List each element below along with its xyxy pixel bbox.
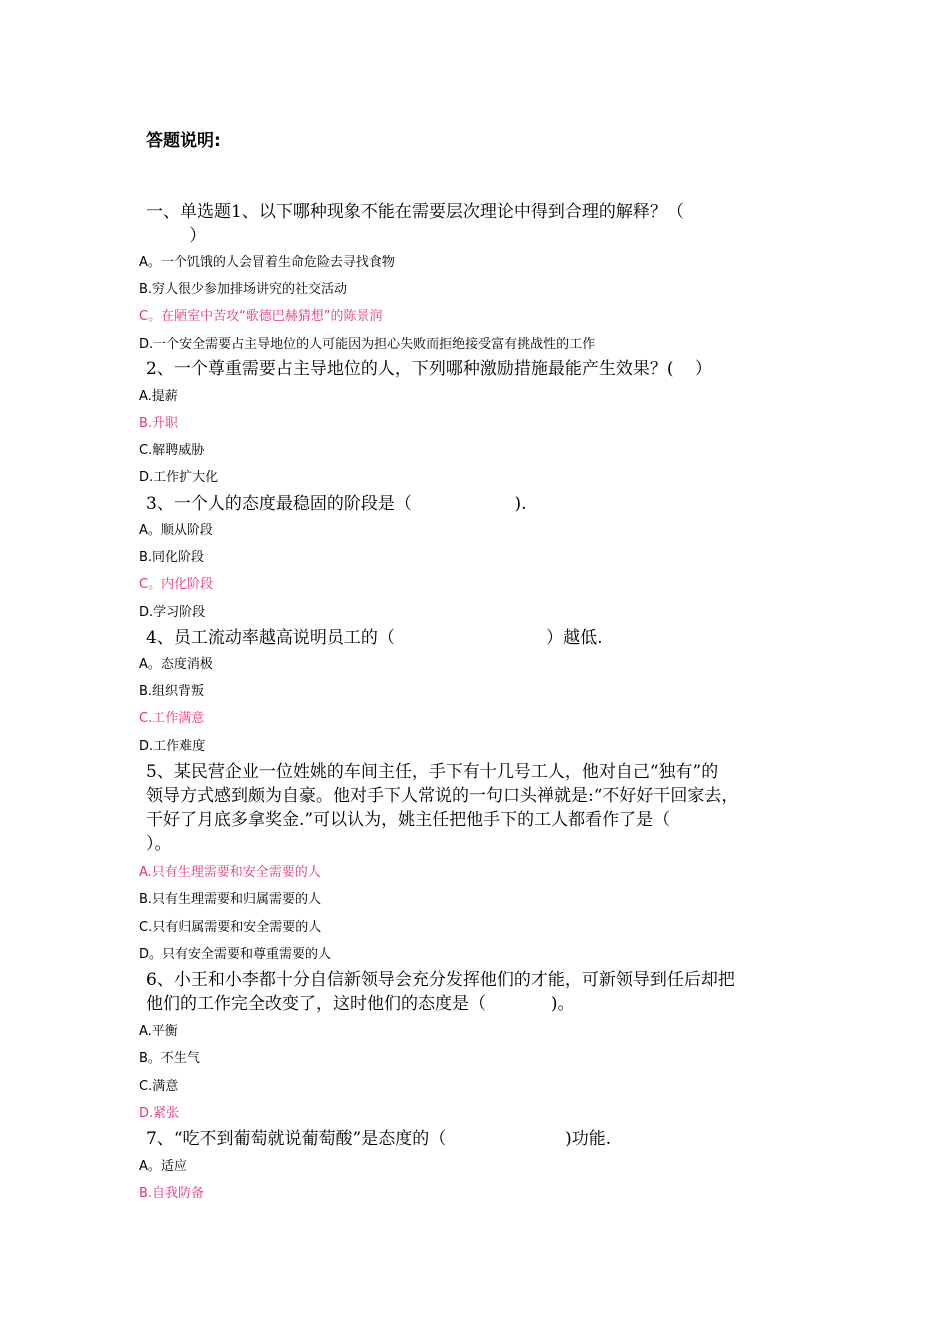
q2-option-d: D.工作扩大化 — [139, 470, 219, 485]
q3-option-a: A。顺从阶段 — [139, 523, 213, 538]
q3-option-d: D.学习阶段 — [139, 605, 206, 620]
q6-option-c: C.满意 — [139, 1079, 179, 1094]
q5-option-d: D。只有安全需要和尊重需要的人 — [139, 947, 332, 962]
q5-option-b: B.只有生理需要和归属需要的人 — [139, 892, 322, 907]
q7-option-a: A。适应 — [139, 1159, 187, 1174]
q1-option-d: D.一个安全需要占主导地位的人可能因为担心失败而拒绝接受富有挑战性的工作 — [139, 337, 596, 352]
q4-option-b: B.组织背叛 — [139, 684, 205, 699]
question-7: 7、“吃不到葡萄就说葡萄酸”是态度的（ )功能. — [146, 1129, 612, 1149]
q1-option-a: A。一个饥饿的人会冒着生命危险去寻找食物 — [139, 255, 395, 270]
q1-option-b: B.穷人很少参加排场讲究的社交活动 — [139, 282, 348, 297]
q2-option-c: C.解聘威胁 — [139, 443, 205, 458]
q4-option-c-answer: C.工作满意 — [139, 711, 205, 726]
question-4: 4、员工流动率越高说明员工的（ ）越低. — [146, 628, 603, 648]
q1-option-c-answer: C。在陋室中苦攻“歌德巴赫猜想”的陈景润 — [139, 309, 383, 324]
q5-option-a-answer: A.只有生理需要和安全需要的人 — [139, 865, 321, 880]
question-3: 3、一个人的态度最稳固的阶段是（ ). — [146, 494, 527, 514]
q4-option-d: D.工作难度 — [139, 739, 206, 754]
instructions-heading: 答题说明: — [146, 131, 221, 151]
q6-option-a: A.平衡 — [139, 1024, 178, 1039]
q3-option-b: B.同化阶段 — [139, 550, 205, 565]
q2-option-b-answer: B.升职 — [139, 416, 179, 431]
question-6: 6、小王和小李都十分自信新领导会充分发挥他们的才能，可新领导到任后却把 他们的工作完全改变了，这时他们的态度是（ )。 — [146, 970, 735, 1014]
question-1: 一、单选题1、以下哪种现象不能在需要层次理论中得到合理的解释？（ ） — [146, 202, 684, 246]
q3-option-c-answer: C。内化阶段 — [139, 577, 214, 592]
q7-option-b-answer: B.自我防备 — [139, 1186, 205, 1201]
q6-option-d-answer: D.紧张 — [139, 1106, 180, 1121]
q5-option-c: C.只有归属需要和安全需要的人 — [139, 920, 322, 935]
question-5: 5、某民营企业一位姓姚的车间主任，手下有十几号工人，他对自己“独有”的 领导方式感到颇为自豪。他对手下人常说的一句口头禅就是:“不好好干回家去， 干好了月底多拿奖金.”可以认为，姚主任把他手下的工人都看作了是（ ）。 — [146, 762, 739, 854]
question-2: 2、一个尊重需要占主导地位的人，下列哪种激励措施最能产生效果？( ） — [146, 359, 713, 379]
q6-option-b: B。不生气 — [139, 1051, 200, 1066]
q2-option-a: A.提薪 — [139, 389, 178, 404]
q4-option-a: A。态度消极 — [139, 657, 213, 672]
